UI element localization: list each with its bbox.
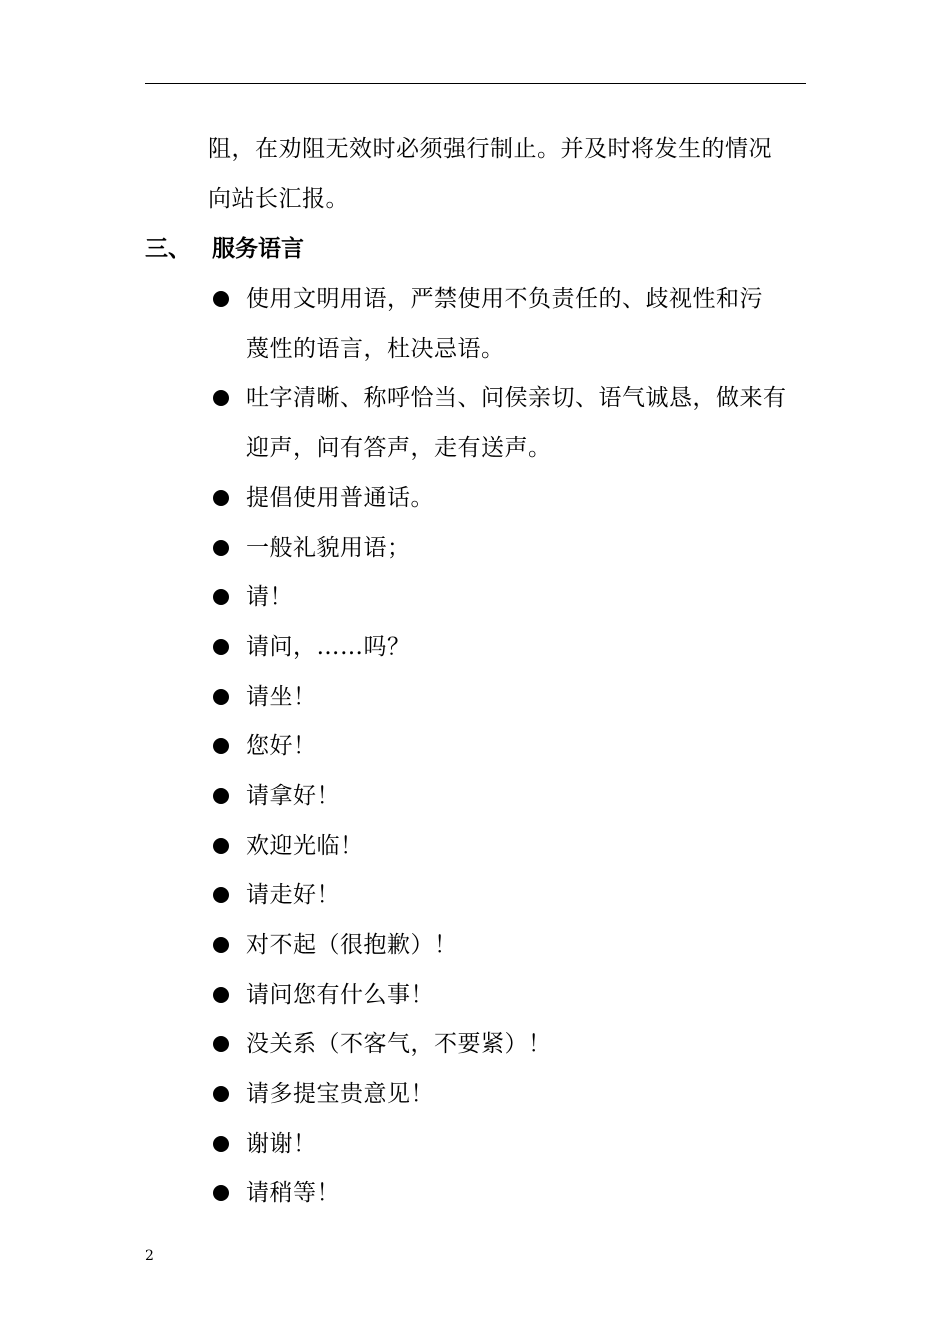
bullet-icon bbox=[213, 1036, 229, 1052]
list-item-text: 一般礼貌用语； bbox=[246, 535, 411, 561]
paragraph-line: 阻，在劝阻无效时必须强行制止。并及时将发生的情况 bbox=[208, 136, 772, 162]
list-item-text: 使用文明用语，严禁使用不负责任的、歧视性和污 bbox=[246, 286, 763, 312]
list-item-text: 您好！ bbox=[246, 733, 317, 759]
list-item-text: 请！ bbox=[246, 584, 293, 610]
bullet-icon bbox=[213, 689, 229, 705]
bullet-icon bbox=[213, 639, 229, 655]
page-number: 2 bbox=[145, 1248, 154, 1264]
bullet-icon bbox=[213, 1136, 229, 1152]
bullet-icon bbox=[213, 1086, 229, 1102]
bullet-icon bbox=[213, 987, 229, 1003]
bullet-icon bbox=[213, 937, 229, 953]
list-item-text: 谢谢！ bbox=[246, 1131, 317, 1157]
list-item-text: 提倡使用普通话。 bbox=[246, 485, 434, 511]
section-title: 服务语言 bbox=[212, 235, 304, 262]
list-item-text: 请走好！ bbox=[246, 882, 340, 908]
list-item-text: 迎声，问有答声，走有送声。 bbox=[246, 435, 552, 461]
bullet-icon bbox=[213, 738, 229, 754]
list-item-text: 蔑性的语言，杜决忌语。 bbox=[246, 336, 505, 362]
list-item-text: 请坐！ bbox=[246, 684, 317, 710]
list-item-text: 请多提宝贵意见！ bbox=[246, 1081, 434, 1107]
bullet-icon bbox=[213, 838, 229, 854]
paragraph-line: 向站长汇报。 bbox=[208, 186, 349, 212]
section-number: 三、 bbox=[145, 235, 191, 262]
bullet-icon bbox=[213, 390, 229, 406]
list-item-text: 请稍等！ bbox=[246, 1180, 340, 1206]
header-rule bbox=[145, 83, 806, 84]
list-item-text: 吐字清晰、称呼恰当、问侯亲切、语气诚恳，做来有 bbox=[246, 385, 787, 411]
list-item-text: 请问您有什么事！ bbox=[246, 982, 434, 1008]
bullet-icon bbox=[213, 490, 229, 506]
bullet-icon bbox=[213, 788, 229, 804]
list-item-text: 对不起（很抱歉）！ bbox=[246, 932, 458, 958]
list-item-text: 没关系（不客气，不要紧）！ bbox=[246, 1031, 552, 1057]
bullet-icon bbox=[213, 589, 229, 605]
list-item-text: 欢迎光临！ bbox=[246, 833, 364, 859]
bullet-icon bbox=[213, 887, 229, 903]
bullet-icon bbox=[213, 540, 229, 556]
list-item-text: 请拿好！ bbox=[246, 783, 340, 809]
bullet-icon bbox=[213, 291, 229, 307]
bullet-icon bbox=[213, 1185, 229, 1201]
list-item-text: 请问，……吗？ bbox=[246, 634, 411, 660]
